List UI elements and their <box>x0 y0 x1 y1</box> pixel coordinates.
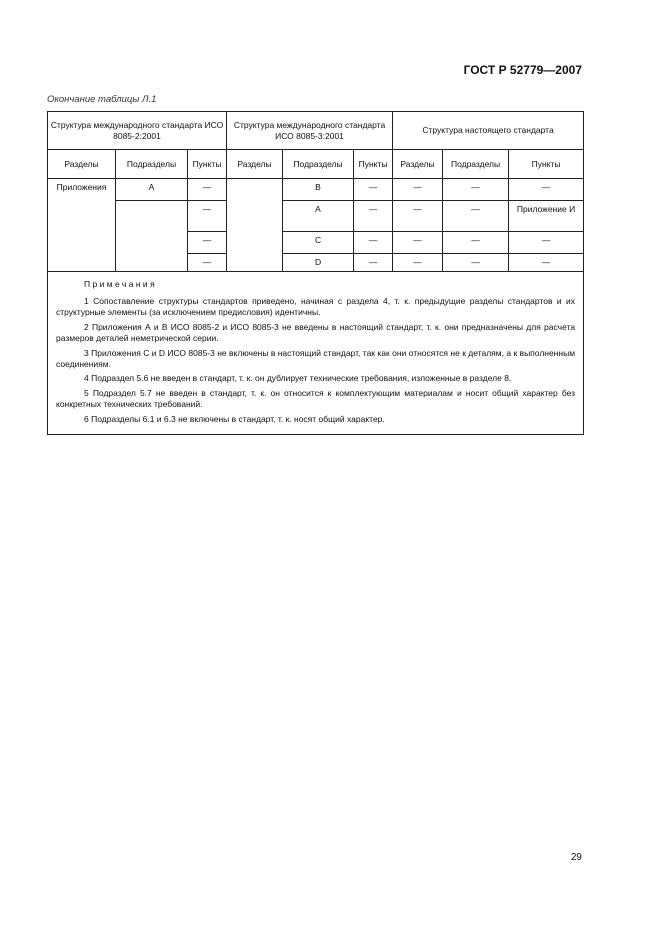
table-cell <box>227 201 283 232</box>
notes-cell <box>48 272 584 435</box>
table-cell <box>116 254 188 272</box>
subheader-cell: Подразделы <box>443 150 509 179</box>
table-cell: Приложения <box>48 179 116 201</box>
note-item: 5 Подраздел 5.7 не введен в стандарт, т. к. он относится к комплектующим материалам и носит общий характер без конкретных технических требований. <box>56 387 576 410</box>
table-cell: — <box>443 254 509 272</box>
table-cell: — <box>354 232 393 254</box>
table-cell: — <box>354 201 393 232</box>
table-cell: — <box>509 179 584 201</box>
note-item: 4 Подраздел 5.6 не введен в стандарт, т. к. он дублирует технические требования, изложенные в разделе 8. <box>84 373 512 384</box>
note-item: 2 Приложения А и В ИСО 8085-2 и ИСО 8085-3 не введены в настоящий стандарт, т. к. они предназначены для расчета размеров деталей неметрической серии. <box>56 321 576 344</box>
table-cell: — <box>443 232 509 254</box>
table-row <box>48 179 584 201</box>
subheader-cell: Пункты <box>354 150 393 179</box>
subheader-cell: Разделы <box>227 150 283 179</box>
table-row <box>48 232 584 254</box>
note-item: 6 Подразделы 6.1 и 6.3 не включены в стандарт, т. к. носят общий характер. <box>84 413 385 424</box>
table-cell: В <box>283 179 354 201</box>
table-cell: — <box>393 254 443 272</box>
notes-title: Примечания <box>84 279 158 289</box>
table-cell <box>227 232 283 254</box>
note-item: 1 Сопоставление структуры стандартов приведено, начиная с раздела 4, т. к. предыдущие разделы стандартов и их структурные элементы (за исключением предисловия) идентичны. <box>56 296 576 318</box>
table-cell: А <box>283 201 354 232</box>
subheader-cell: Разделы <box>393 150 443 179</box>
subheader-cell: Пункты <box>188 150 227 179</box>
table-caption: Окончание таблицы Л.1 <box>47 94 157 105</box>
table-cell: С <box>283 232 354 254</box>
table-cell: — <box>188 201 227 232</box>
table-cell: — <box>443 201 509 232</box>
table-cell: — <box>393 201 443 232</box>
table-group-header-row <box>48 112 584 150</box>
table-cell: — <box>393 232 443 254</box>
page-number: 29 <box>570 852 582 863</box>
subheader-cell: Подразделы <box>116 150 188 179</box>
comparison-table <box>47 111 584 435</box>
table-cell: — <box>443 179 509 201</box>
table-row <box>48 201 584 232</box>
table-cell <box>116 232 188 254</box>
table-cell <box>227 254 283 272</box>
note-item: 3 Приложения С и D ИСО 8085-3 не включены в настоящий стандарт, так как они относятся не к деталям, а к выполненным соединениям. <box>56 347 576 370</box>
table-cell: — <box>354 179 393 201</box>
subheader-cell: Пункты <box>509 150 584 179</box>
table-cell: — <box>393 179 443 201</box>
subheader-cell: Разделы <box>48 150 116 179</box>
table-cell <box>227 179 283 201</box>
table-subheader-row <box>48 150 584 179</box>
document-code: ГОСТ Р 52779—2007 <box>463 63 582 77</box>
table-cell: — <box>188 232 227 254</box>
table-cell: — <box>188 254 227 272</box>
group-header-iso-8085-3: Структура международного стандарта ИСО 8085-3:2001 <box>227 112 393 150</box>
table-cell: — <box>188 179 227 201</box>
table-row <box>48 254 584 272</box>
table-cell: — <box>354 254 393 272</box>
table-cell: А <box>116 179 188 201</box>
table-cell <box>116 201 188 232</box>
table-cell <box>48 254 116 272</box>
table-cell: — <box>509 232 584 254</box>
table-cell <box>48 201 116 232</box>
group-header-iso-8085-2: Структура международного стандарта ИСО 8085-2:2001 <box>48 112 227 150</box>
notes-row <box>48 272 584 435</box>
table-cell: D <box>283 254 354 272</box>
table-cell <box>48 232 116 254</box>
subheader-cell: Подразделы <box>283 150 354 179</box>
table-cell: — <box>509 254 584 272</box>
table-cell: Приложение И <box>509 201 584 232</box>
group-header-this-standard: Структура настоящего стандарта <box>393 112 584 150</box>
